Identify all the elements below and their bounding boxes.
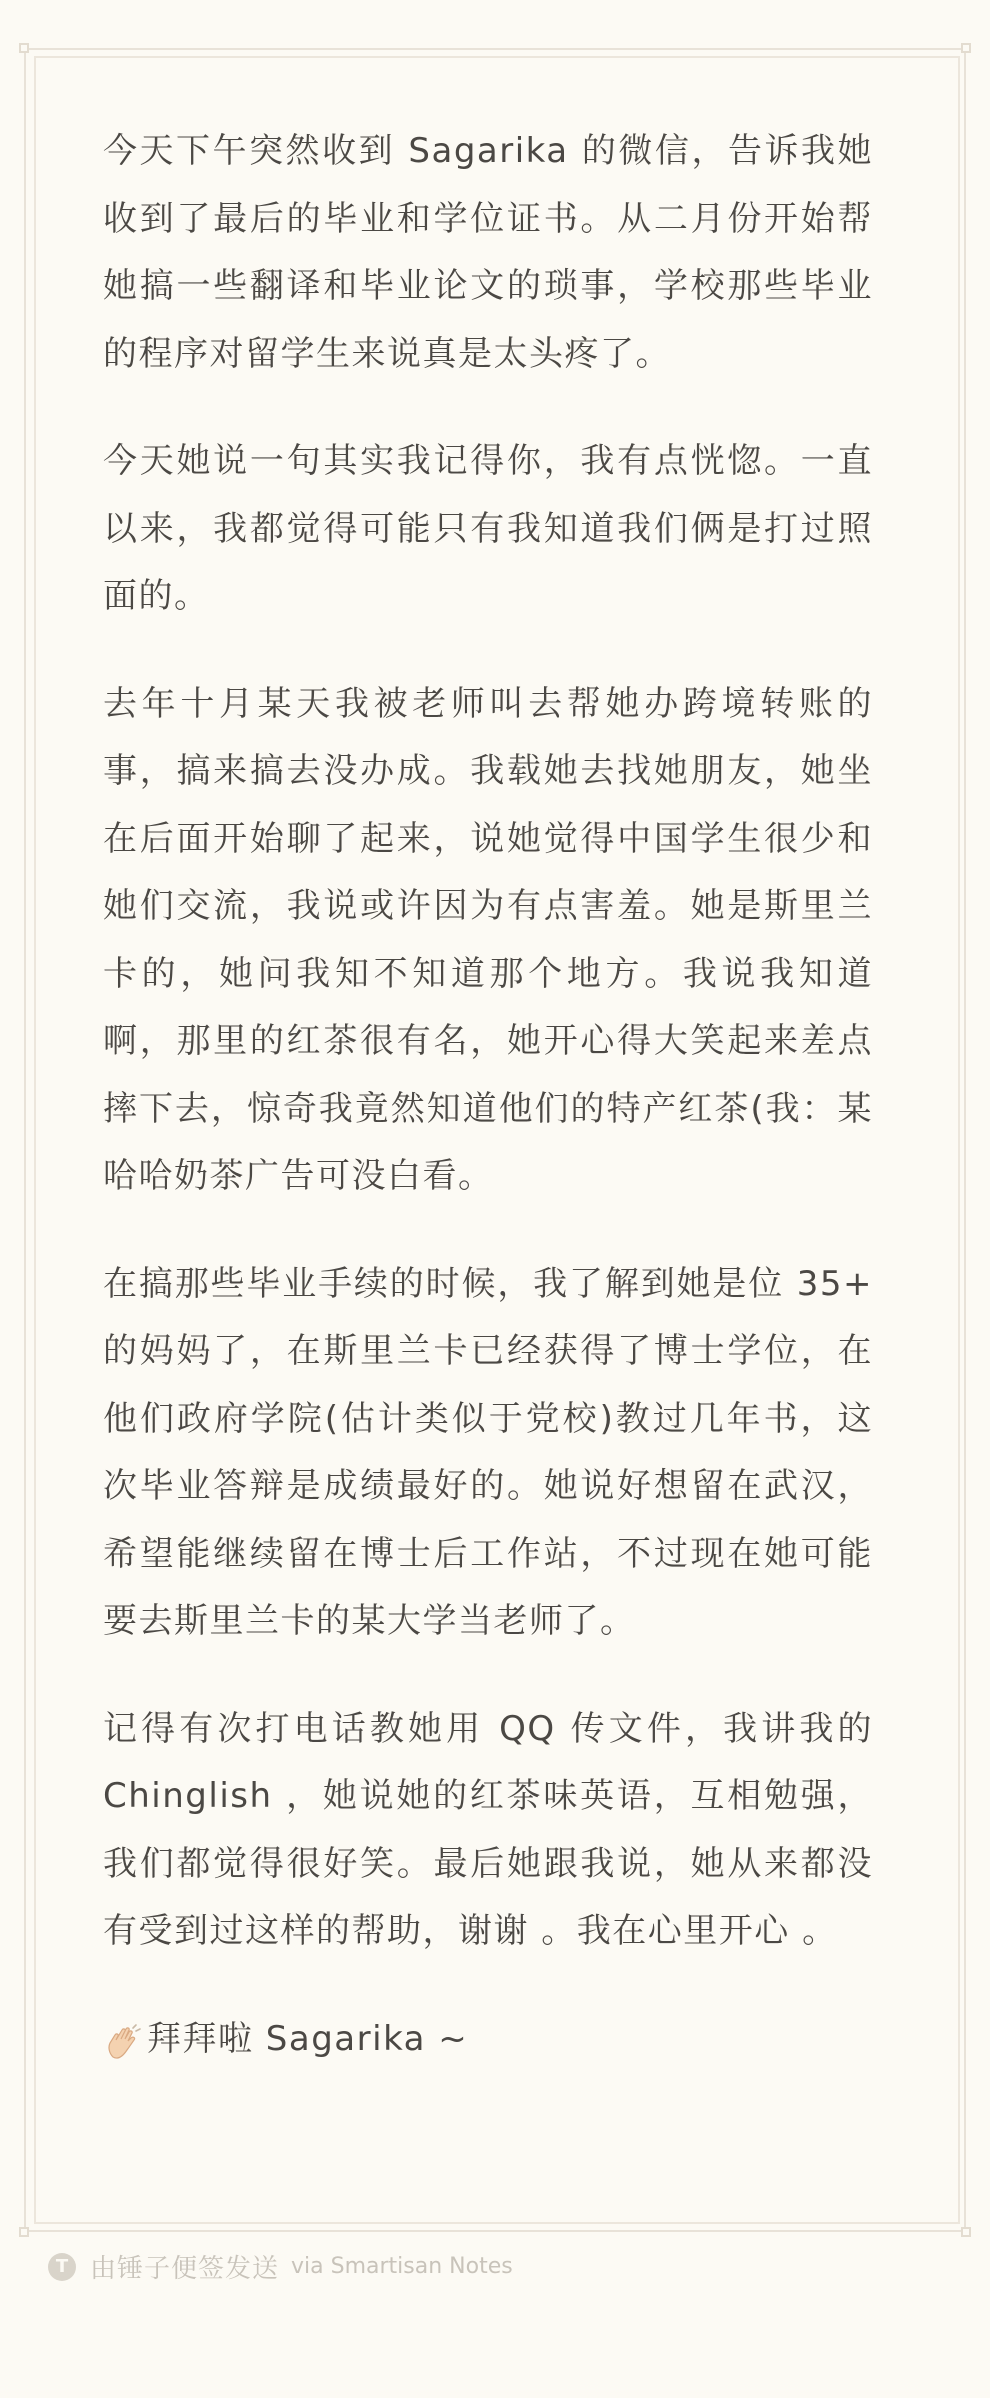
note-body bbox=[103, 118, 873, 2073]
frame-corner-bottom-right bbox=[961, 2227, 971, 2237]
note-paragraph-1: 今天下午突然收到 Sagarika 的微信，告诉我她收到了最后的毕业和学位证书。从二月份开始帮她搞一些翻译和毕业论文的琐事，学校那些毕业的程序对留学生来说真是太头疼了。 bbox=[103, 131, 873, 374]
note-signoff bbox=[103, 2006, 873, 2074]
waving-hand-icon bbox=[103, 2019, 143, 2059]
note-paragraph-3: 去年十月某天我被老师叫去帮她办跨境转账的事，搞来搞去没办成。我载她去找她朋友，她坐在后面开始聊了起来，说她觉得中国学生很少和她们交流，我说或许因为有点害羞。她是斯里兰卡的，她问我知不知道那个地方。我说我知道啊，那里的红茶很有名，她开心得大笑起来差点摔下去，惊奇我竟然知道他们的特产红茶(我：某哈哈奶茶广告可没白看。 bbox=[103, 683, 873, 1196]
note-paragraph-4: 在搞那些毕业手续的时候，我了解到她是位 35+ 的妈妈了，在斯里兰卡已经获得了博士学位，在他们政府学院(估计类似于党校)教过几年书，这次毕业答辩是成绩最好的。她说好想留在武汉，希望能继续留在博士后工作站，不过现在她可能要去斯里兰卡的某大学当老师了。 bbox=[103, 1263, 873, 1641]
footer-label-en: via Smartisan Notes bbox=[291, 2254, 513, 2279]
note-paragraph-2: 今天她说一句其实我记得你，我有点恍惚。一直以来，我都觉得可能只有我知道我们俩是打过照面的。 bbox=[103, 441, 873, 616]
footer bbox=[48, 2248, 513, 2285]
frame-corner-bottom-left bbox=[19, 2227, 29, 2237]
signoff-text: 拜拜啦 Sagarika ~ bbox=[147, 2018, 469, 2059]
smartisan-logo-icon: T bbox=[48, 2253, 76, 2281]
footer-label-cn: 由锤子便签发送 bbox=[90, 2254, 280, 2284]
frame-corner-top-left bbox=[19, 43, 29, 53]
frame-corner-top-right bbox=[961, 43, 971, 53]
note-paragraph-5: 记得有次打电话教她用 QQ 传文件，我讲我的 Chinglish ，她说她的红茶味英语，互相勉强，我们都觉得很好笑。最后她跟我说，她从来都没有受到过这样的帮助，谢谢 。我在心里开心 。 bbox=[103, 1708, 873, 1951]
